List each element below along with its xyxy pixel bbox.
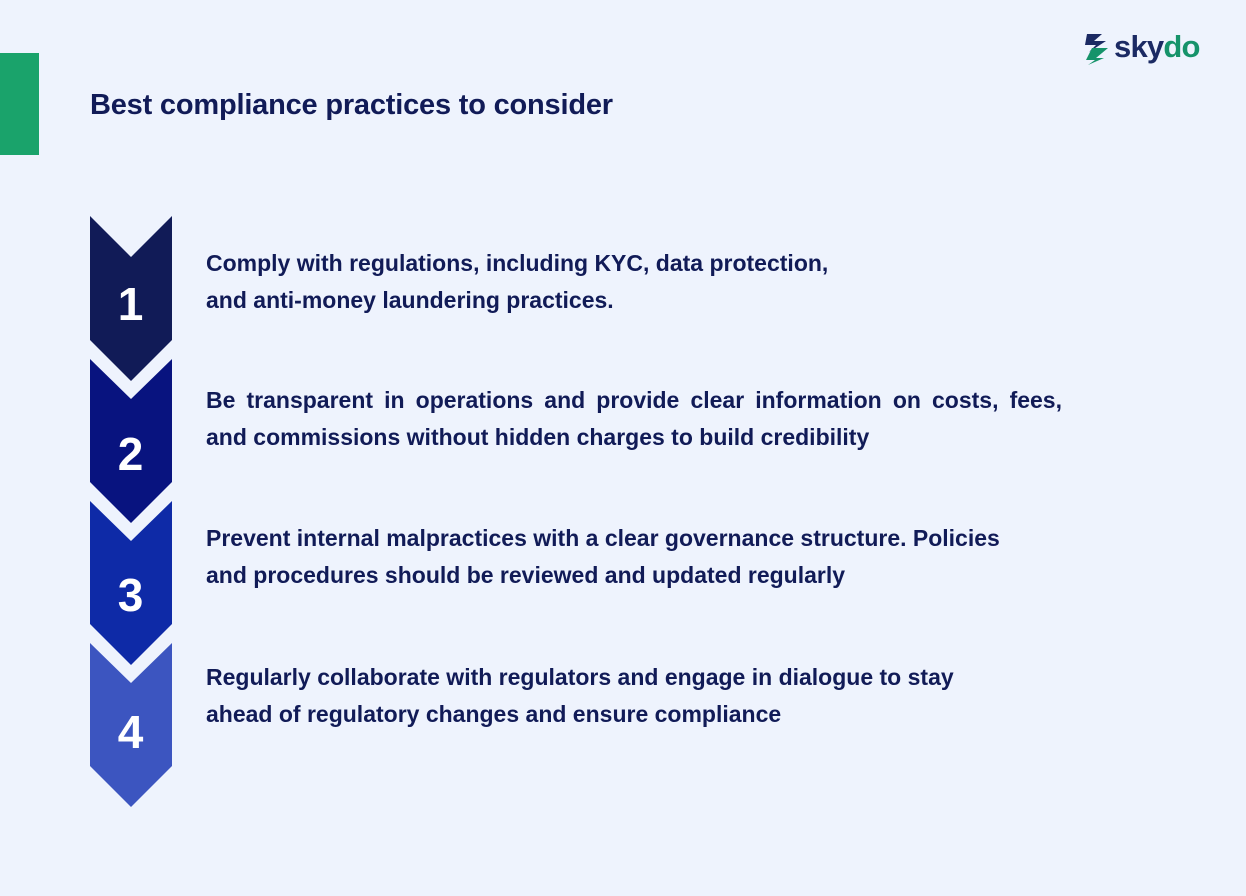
step-number-3: 3 [117,569,144,621]
step-text-1 [206,245,1062,319]
step-number-2: 2 [117,428,144,480]
step-text-4 [206,659,1062,733]
step-text-3-line-1: Prevent internal malpractices with a clear governance structure. Policies [206,525,1000,551]
accent-bar [0,53,39,155]
step-number-1: 1 [117,278,144,330]
skydo-wordmark [1114,28,1200,66]
logo-text-do: do [1163,29,1200,64]
skydo-logo [1084,28,1210,68]
logo-text-sky: sky [1114,29,1164,64]
step-text-1-line-1: Comply with regulations, including KYC, data protection, [206,250,829,276]
page-title: Best compliance practices to consider [90,89,613,121]
step-text-3 [206,520,1062,594]
step-text-1-line-2: and anti-money laundering practices. [206,287,614,313]
step-text-2: Be transparent in operations and provide clear information on costs, fees, and commissions without hidden charges to build credibility [206,387,1062,450]
step-text-3-line-2: and procedures should be reviewed and updated regularly [206,562,846,588]
step-text-4-line-2: ahead of regulatory changes and ensure compliance [206,701,782,727]
step-number-4: 4 [117,706,144,758]
step-text-4-line-1: Regularly collaborate with regulators and engage in dialogue to stay [206,664,954,690]
skydo-logo-mark-icon [1084,32,1110,66]
